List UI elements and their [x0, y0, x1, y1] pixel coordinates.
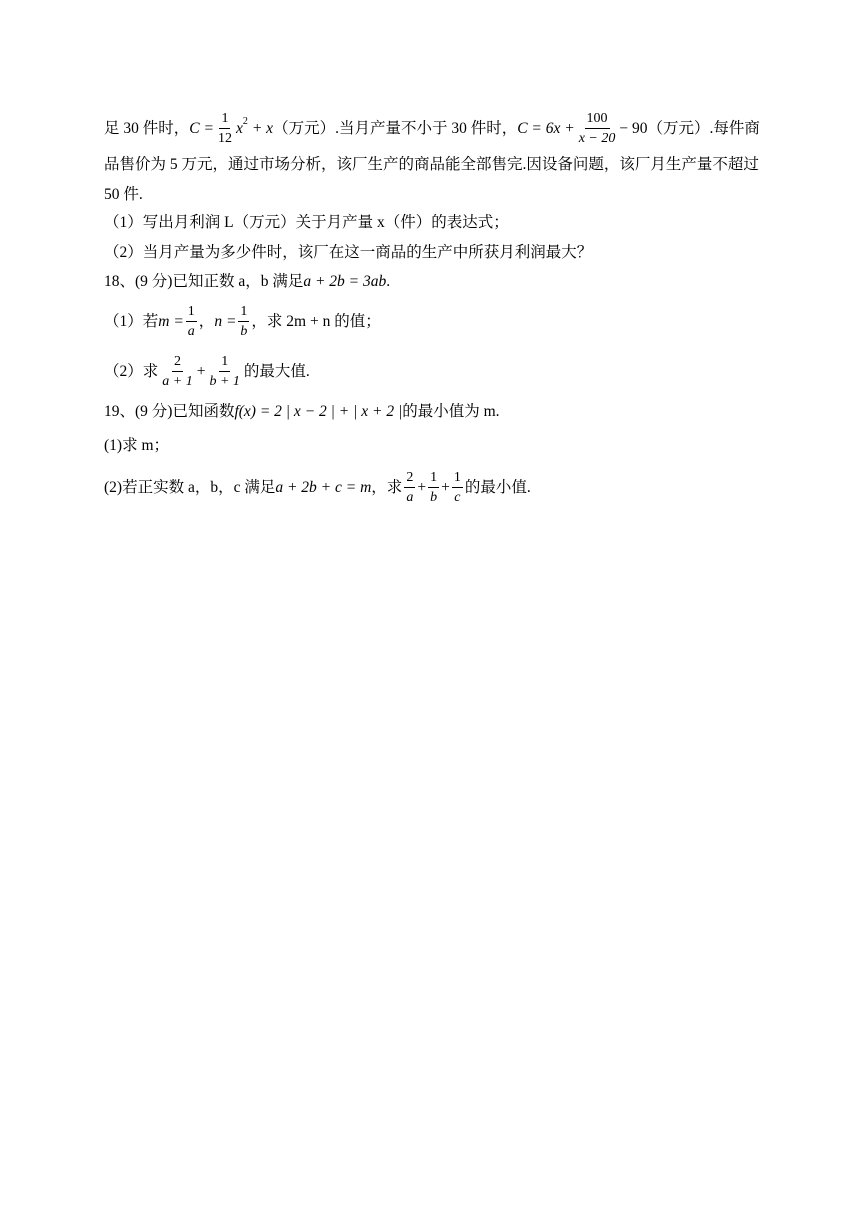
p18-stem-text-a: 18、(9 分)已知正数 a，b 满足 — [104, 273, 304, 290]
p17-line3 — [104, 187, 764, 203]
p18-m-definition: m = — [158, 313, 184, 331]
fraction-numerator: 1 — [219, 111, 230, 129]
fraction-numerator: 1 — [452, 470, 463, 488]
p17-line2 — [104, 157, 764, 173]
plus-sign: + — [196, 363, 206, 381]
p19-stem-text-b: 的最小值为 m. — [402, 403, 500, 420]
p18-stem-equation: a + 2b = 3ab — [303, 273, 387, 290]
p17-cost-formula-2-tail: − 90 — [619, 120, 648, 138]
p18-stem — [104, 274, 764, 290]
fraction-numerator: 100 — [585, 111, 610, 129]
p19-question-2 — [104, 470, 764, 506]
p18-question-2-text-b: 的最大值. — [243, 363, 310, 381]
p18-question-1-text-a: （1）若 — [104, 313, 159, 331]
fraction-denominator: a — [187, 324, 195, 340]
p19-stem-text-a: 19、(9 分)已知函数 — [104, 403, 235, 420]
p19-question-1 — [104, 438, 764, 454]
p19-function-definition: f(x) = 2 | x − 2 | + | x + 2 | — [234, 403, 403, 420]
p17-cost-formula-2-lhs: C = 6x + — [517, 120, 575, 138]
fraction-denominator: b — [430, 490, 438, 506]
fraction-numerator: 1 — [186, 304, 197, 322]
fraction-numerator: 1 — [238, 304, 249, 322]
p17-line1-text-a: 足 30 件时， — [104, 120, 190, 138]
p18-n-definition: n = — [214, 313, 237, 331]
p18-question-1-text-b: ，求 2m + n 的值； — [251, 313, 381, 331]
p19-stem — [104, 404, 764, 420]
p17-cost-formula-1-tail: + x — [251, 120, 274, 138]
p19-question-2-fraction-2 — [428, 470, 439, 506]
p17-cost-formula-1-fraction — [216, 111, 234, 147]
p18-question-2-fraction-2 — [207, 354, 241, 390]
p18-question-2-text-a: （2）求 — [104, 363, 159, 381]
p18-m-fraction — [186, 304, 197, 340]
p17-question-1 — [104, 215, 764, 231]
fraction-numerator: 1 — [428, 470, 439, 488]
fraction-denominator: x − 20 — [578, 131, 616, 147]
p19-question-2-fraction-3 — [452, 470, 463, 506]
p17-line3-text: 50 件. — [104, 186, 143, 203]
p17-line2-text: 品售价为 5 万元，通过市场分析，该厂生产的商品能全部售完.因设备问题，该厂月生产量不超过 — [104, 156, 759, 173]
p17-cost-formula-1-exponent: 2 — [242, 115, 248, 127]
fraction-denominator: a — [406, 490, 414, 506]
p18-n-fraction — [238, 304, 249, 340]
fraction-numerator: 2 — [172, 354, 183, 372]
p18-stem-text-b: . — [386, 273, 391, 290]
p18-question-1 — [104, 304, 764, 340]
plus-sign: + — [441, 479, 450, 497]
p17-question-1-text: （1）写出月利润 L（万元）关于月产量 x（件）的表达式； — [104, 214, 509, 231]
fraction-numerator: 2 — [404, 470, 415, 488]
p19-question-2-fraction-1 — [404, 470, 415, 506]
fraction-denominator: b + 1 — [209, 374, 240, 390]
p19-question-2-text-a: (2)若正实数 a，b，c 满足 — [104, 479, 276, 497]
p19-question-2-text-b: 的最小值. — [464, 479, 531, 497]
p17-line1 — [104, 111, 764, 147]
fraction-denominator: b — [240, 324, 248, 340]
p19-constraint-equation: a + 2b + c = m — [275, 479, 372, 497]
p18-question-2 — [104, 354, 764, 390]
p17-question-2 — [104, 245, 764, 261]
p18-question-2-fraction-1 — [160, 354, 194, 390]
fraction-denominator: c — [454, 490, 461, 506]
p17-question-2-text: （2）当月产量为多少件时，该厂在这一商品的生产中所获月利润最大？ — [104, 244, 593, 261]
plus-sign: + — [417, 479, 427, 497]
p17-cost-formula-2-fraction — [577, 111, 618, 147]
p17-line1-text-c: （万元）.每件商 — [647, 120, 760, 138]
p18-question-1-separator: ， — [198, 313, 215, 331]
fraction-denominator: 12 — [217, 131, 232, 147]
p17-cost-formula-1-x: x — [235, 120, 243, 138]
fraction-denominator: a + 1 — [162, 374, 193, 390]
p19-question-2-text-mid: ，求 — [371, 479, 403, 497]
p17-line1-text-b: （万元）.当月产量不小于 30 件时， — [273, 120, 518, 138]
fraction-numerator: 1 — [219, 354, 230, 372]
p17-cost-formula-1-lhs: C = — [189, 120, 214, 138]
p19-question-1-text: (1)求 m； — [104, 437, 170, 454]
